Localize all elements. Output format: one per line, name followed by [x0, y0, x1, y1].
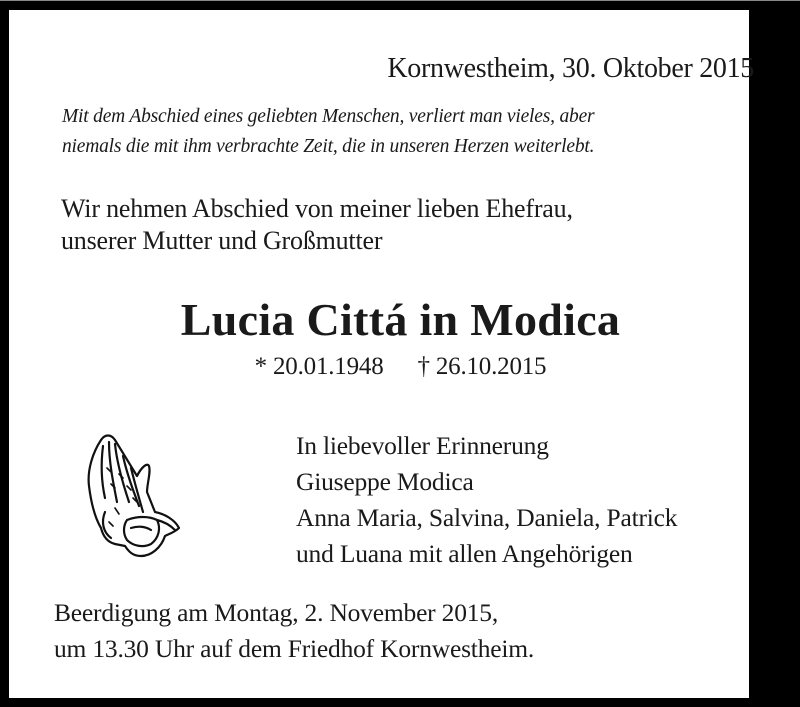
- funeral-line: Beerdigung am Montag, 2. November 2015,: [54, 598, 499, 627]
- quote-line: niemals die mit ihm verbrachte Zeit, die in unseren Herzen weiterlebt.: [62, 136, 595, 157]
- intro-line: Wir nehmen Abschied von meiner lieben Ehefrau,: [61, 194, 573, 223]
- top-edge-line: [0, 0, 800, 1]
- deceased-name: Lucia Cittá in Modica: [180, 294, 621, 345]
- praying-hands-icon: [71, 428, 191, 563]
- family-signature: [296, 428, 677, 572]
- place-date: Kornwestheim, 30. Oktober 2015: [387, 53, 754, 84]
- birth-date: * 20.01.1948: [254, 353, 384, 380]
- funeral-line: um 13.30 Uhr auf dem Friedhof Kornwestheim.: [54, 634, 535, 663]
- death-date: † 26.10.2015: [417, 353, 547, 380]
- family-line: Anna Maria, Salvina, Daniela, Patrick: [296, 503, 678, 532]
- intro-line: unserer Mutter und Großmutter: [61, 226, 383, 255]
- life-dates: [9, 353, 792, 381]
- obituary-notice: [9, 10, 754, 698]
- family-line: Giuseppe Modica: [296, 467, 474, 496]
- funeral-info: [54, 595, 534, 667]
- family-line: In liebevoller Erinnerung: [296, 431, 549, 460]
- intro-text: [61, 193, 573, 257]
- memorial-quote: [62, 102, 594, 162]
- family-line: und Luana mit allen Angehörigen: [296, 539, 633, 568]
- quote-line: Mit dem Abschied eines geliebten Menschen, verliert man vieles, aber: [62, 106, 595, 127]
